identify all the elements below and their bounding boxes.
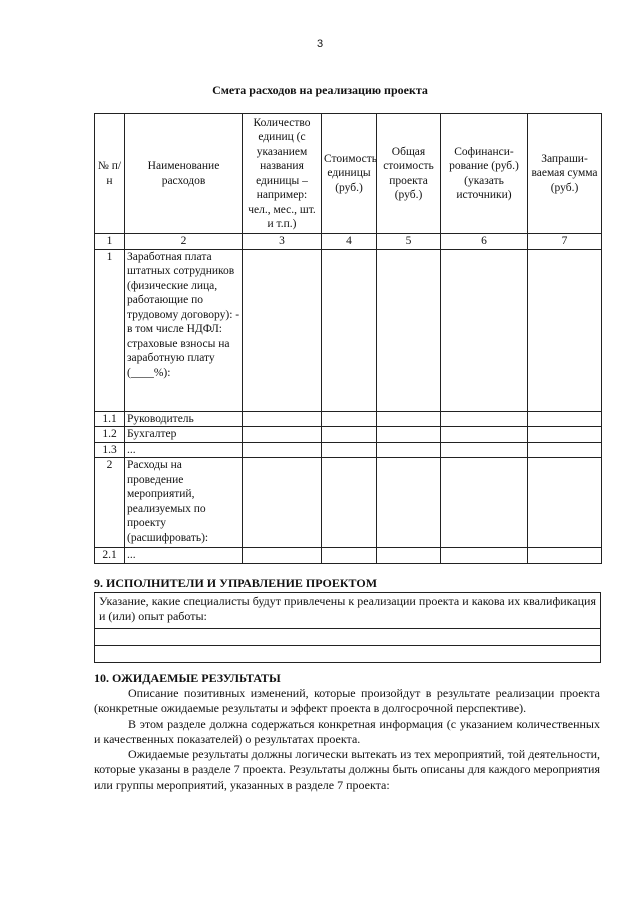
row-number: 2 [95, 458, 125, 548]
column-number: 7 [528, 234, 602, 250]
section-9-heading: 9. ИСПОЛНИТЕЛИ И УПРАВЛЕНИЕ ПРОЕКТОМ [94, 576, 378, 590]
empty-cell[interactable] [528, 411, 602, 427]
empty-cell[interactable] [377, 411, 441, 427]
empty-cell[interactable] [441, 458, 528, 548]
row-number: 1 [95, 249, 125, 411]
column-number: 1 [95, 234, 125, 250]
paragraph: Ожидаемые результаты должны логически вытекать из тех мероприятий, той деятельности, которые указаны в разделе 7 проекта. Результаты должны быть описаны для каждого мероприятия или группы мероприятий, указанных в разделе 7 проекта: [94, 747, 600, 792]
empty-cell[interactable] [243, 442, 322, 458]
empty-cell[interactable] [528, 427, 602, 443]
blank-line[interactable] [95, 646, 600, 662]
row-number: 1.3 [95, 442, 125, 458]
header-cofinancing: Софинанси-рование (руб.) (указать источники) [441, 114, 528, 234]
column-number: 5 [377, 234, 441, 250]
column-number: 4 [322, 234, 377, 250]
header-unit-cost: Стоимость единицы (руб.) [322, 114, 377, 234]
empty-cell[interactable] [322, 548, 377, 564]
paragraph: Описание позитивных изменений, которые произойдут в результате реализации проекта (конкретные ожидаемые результаты и эффект проекта в долгосрочной перспективе). [94, 686, 600, 716]
column-number: 2 [125, 234, 243, 250]
empty-cell[interactable] [441, 249, 528, 411]
empty-cell[interactable] [322, 458, 377, 548]
table-header-row [95, 114, 602, 234]
empty-cell[interactable] [528, 458, 602, 548]
empty-cell[interactable] [243, 427, 322, 443]
empty-cell[interactable] [243, 548, 322, 564]
table-row [95, 548, 602, 564]
empty-cell[interactable] [441, 442, 528, 458]
section-9-box [94, 592, 601, 663]
row-expense-name: Заработная плата штатных сотрудников (физические лица, работающие по трудовому договору): - в том числе НДФЛ: страховые взносы на заработную плату (____%): [125, 249, 243, 411]
table-row [95, 249, 602, 411]
empty-cell[interactable] [322, 411, 377, 427]
table-row [95, 442, 602, 458]
header-expense-name: Наименование расходов [125, 114, 243, 234]
empty-cell[interactable] [322, 442, 377, 458]
empty-cell[interactable] [243, 458, 322, 548]
row-expense-name: ... [125, 442, 243, 458]
empty-cell[interactable] [243, 411, 322, 427]
header-requested-sum: Запраши-ваемая сумма (руб.) [528, 114, 602, 234]
page-number: 3 [316, 38, 324, 50]
budget-table [94, 113, 602, 564]
column-number: 3 [243, 234, 322, 250]
empty-cell[interactable] [377, 427, 441, 443]
section-10-heading: 10. ОЖИДАЕМЫЕ РЕЗУЛЬТАТЫ [94, 671, 281, 685]
table-row [95, 458, 602, 548]
empty-cell[interactable] [377, 442, 441, 458]
column-number-row [95, 234, 602, 250]
table-row [95, 427, 602, 443]
section-9-instruction: Указание, какие специалисты будут привлечены к реализации проекта и какова их квалификация и (или) опыт работы: [95, 593, 600, 629]
empty-cell[interactable] [322, 249, 377, 411]
row-expense-name: Расходы на проведение мероприятий, реализуемых по проекту (расшифровать): [125, 458, 243, 548]
empty-cell[interactable] [377, 458, 441, 548]
empty-cell[interactable] [243, 249, 322, 411]
row-expense-name: ... [125, 548, 243, 564]
section-10-body [94, 686, 600, 793]
paragraph: В этом разделе должна содержаться конкретная информация (с указанием количественных и качественных показателей) о результатах проекта. [94, 716, 600, 746]
empty-cell[interactable] [322, 427, 377, 443]
empty-cell[interactable] [377, 548, 441, 564]
empty-cell[interactable] [528, 442, 602, 458]
row-expense-name: Бухгалтер [125, 427, 243, 443]
row-number: 1.2 [95, 427, 125, 443]
empty-cell[interactable] [528, 548, 602, 564]
header-quantity: Количество единиц (с указанием названия единицы – например: чел., мес., шт. и т.п.) [243, 114, 322, 234]
empty-cell[interactable] [377, 249, 441, 411]
empty-cell[interactable] [528, 249, 602, 411]
empty-cell[interactable] [441, 427, 528, 443]
empty-cell[interactable] [441, 548, 528, 564]
row-number: 2.1 [95, 548, 125, 564]
table-row [95, 411, 602, 427]
row-number: 1.1 [95, 411, 125, 427]
header-total-cost: Общая стоимость проекта (руб.) [377, 114, 441, 234]
page-title: Смета расходов на реализацию проекта [212, 83, 428, 97]
blank-line[interactable] [95, 629, 600, 646]
row-expense-name: Руководитель [125, 411, 243, 427]
column-number: 6 [441, 234, 528, 250]
header-number: № п/н [95, 114, 125, 234]
empty-cell[interactable] [441, 411, 528, 427]
